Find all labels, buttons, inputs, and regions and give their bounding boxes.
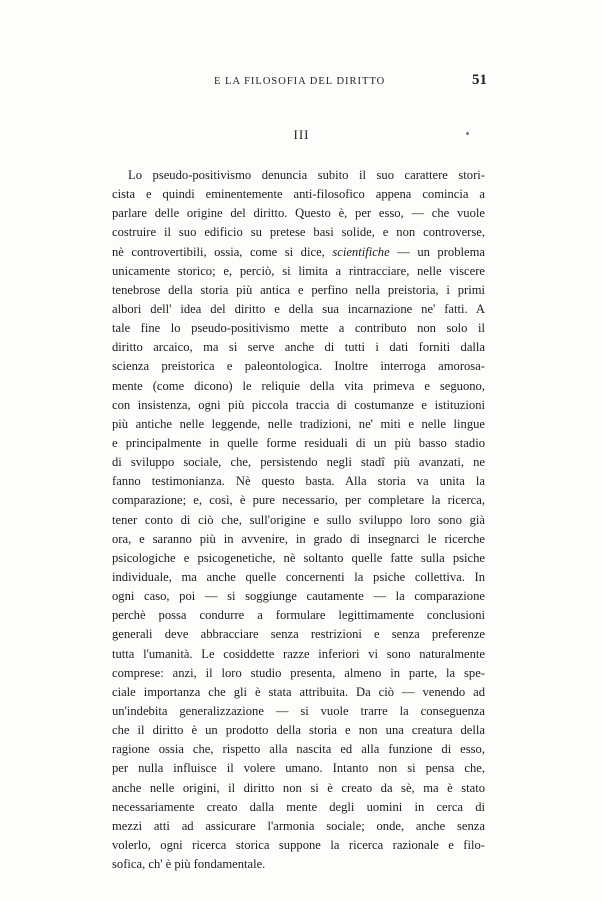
text-line: unicamente storico; e, perciò, si limita a rintracciare, nelle viscere [112,263,485,278]
text-line: mezzi atti ad assicurare l'armonia sociale; onde, anche senza [112,818,485,833]
text-line: che il diritto è un prodotto della storia e non una creatura della [112,723,485,738]
text-line: psicologiche e psicogenetiche, nè soltanto quelle fatte sulla psiche [112,550,485,565]
text-line: tener conto di ciò che, sull'origine e sullo sviluppo loro sono già [112,512,485,527]
text-line: comprese: anzi, il loro studio presenta, almeno in parte, la spe- [112,665,485,680]
text-line: ciale importanza che gli è stata attribuita. Da ciò — venendo ad [112,684,485,699]
text-line: Lo pseudo-positivismo denuncia subito il suo carattere stori- [128,168,485,182]
text-line: necessariamente creato dalla mente degli uomini in cerca di [112,799,485,814]
text-line: ogni caso, poi — si soggiunge cautamente — la comparazione [112,589,485,604]
text-line: sofica, ch' è più fondamentale. [112,857,266,872]
text-line: volerlo, ogni ricerca storica suppone la ricerca razionale e filo- [112,837,485,852]
text-line: ragione ossia che, rispetto alla nascita ed alla funzione di esso, [112,742,485,757]
text-line: diritto arcaico, ma si serve anche di tutti i dati forniti dalla [112,340,485,355]
body-text [112,166,485,874]
text-line: perchè possa condurre a formulare legittimamente conclusioni [112,608,485,623]
section-numeral: III [293,127,310,142]
text-segment: — un problema [389,244,485,259]
text-line: anche nelle origini, il diritto non si è creato da sè, ma è stato [112,780,485,795]
text-line: e principalmente in quelle forme residuali di un più basso stadio [112,435,485,450]
text-line: costruire il suo edificio su pretese basi solide, e non controverse, [112,225,485,240]
text-line: più antiche nelle leggende, nelle tradizioni, ne' miti e nelle lingue [112,416,485,431]
text-line: albori dell' idea del diritto e della sua incarnazione ne' fatti. A [112,301,485,316]
text-line: comparazione; e, così, è pure necessario, per completare la ricerca, [112,493,485,508]
text-line: mente (come dicono) le reliquie della vita primeva e seguono, [112,378,485,393]
text-line: tenebrose della storia più antica e perfino nella preistoria, i primi [112,282,485,297]
text-line [112,243,485,262]
text-line: cista e quindi eminentemente anti-filosofico appena comincia a [112,187,485,202]
text-line: di sviluppo sociale, che, persistendo negli stadî più avanzati, ne [112,455,485,470]
text-line: parlare delle origine del diritto. Questo è, per esso, — che vuole [112,206,485,221]
italic-term: scientifiche [332,244,390,259]
text-line: con insistenza, ogni più piccola traccia di costumanze e istituzioni [112,397,485,412]
print-speck [466,132,469,135]
text-line: per nulla influisce il volere umano. Intanto non si pensa che, [112,761,485,776]
text-line: scienza preistorica e paleontologica. Inoltre interroga amorosa- [112,359,485,374]
text-line: generali deve abbracciare senza restrizioni e senza preferenze [112,627,485,642]
text-line: individuale, ma anche quelle concernenti la psiche collettiva. In [112,569,485,584]
text-line: fanno testimonianza. Nè questo basta. Alla storia va unita la [112,474,485,489]
page-number: 51 [472,72,487,88]
running-head: E LA FILOSOFIA DEL DIRITTO [214,76,386,87]
text-line: un'indebita generalizzazione — si vuole trarre la conseguenza [112,703,485,718]
text-line: ora, e saranno più in avvenire, in grado di insegnarci le ricerche [112,531,485,546]
text-segment: nè controvertibili, ossia, come si dice, [112,244,333,259]
text-line: tutta l'umanità. Le cosiddette razze inferiori vi sono naturalmente [112,646,485,661]
text-line: tale fine lo pseudo-positivismo mette a contributo non solo il [112,321,485,336]
